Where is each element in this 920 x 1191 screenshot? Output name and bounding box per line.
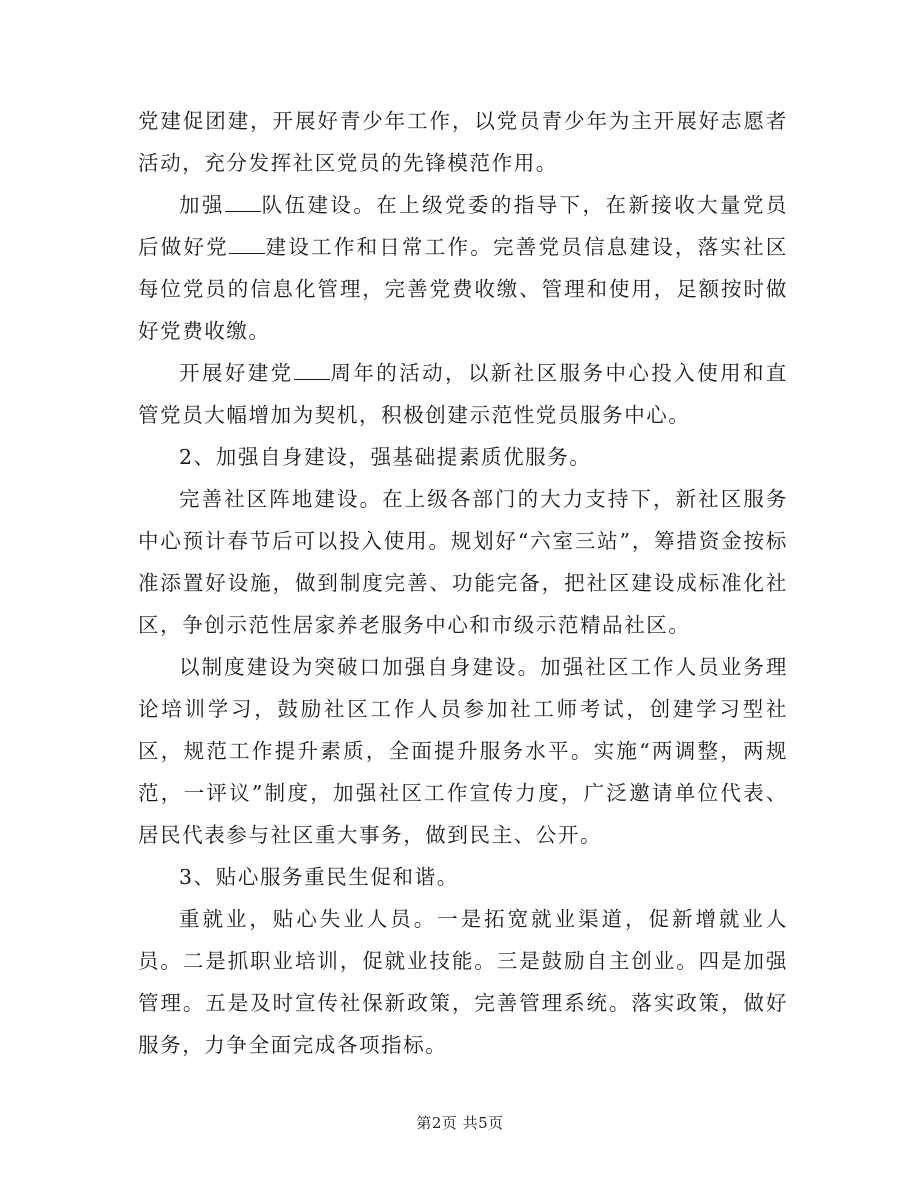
paragraph-6: 以制度建设为突破口加强自身建设。加强社区工作人员业务理论培训学习，鼓励社区工作人员参加社工师考试，创建学习型社区，规范工作提升素质，全面提升服务水平。实施“两调整，两规范，一评议”制度，加强社区工作宣传力度，广泛邀请单位代表、居民代表参与社区重大事务，做到民主、公开。 [138,655,788,847]
paragraph-8: 重就业，贴心失业人员。一是拓宽就业渠道，促新增就业人员。二是抓职业培训，促就业技能。三是鼓励自主创业。四是加强管理。五是及时宣传社保新政策，完善管理系统。落实政策，做好服务，力争全面完成各项指标。 [138,907,788,1057]
paragraph-2-part-2: 队伍建设。在上级党委的指导下，在新接收大量党员后做好党 [138,193,788,259]
section-heading-3: 3、贴心服务重民生促和谐。 [179,865,459,889]
blank-line [229,235,265,254]
paragraph-3 [138,352,788,436]
paragraph-3-part-2: 周年的活动，以新社区服务中心投入使用和直管党员大幅增加为契机，积极创建示范性党员服务中心。 [138,361,789,427]
paragraph-2-part-1: 加强 [179,193,225,217]
blank-line [294,361,330,380]
paragraph-3-part-1: 开展好建党 [179,361,294,385]
blank-line [225,193,261,212]
paragraph-2 [138,184,788,352]
section-heading-2: 2、加强自身建设，强基础提素质优服务。 [179,445,592,469]
paragraph-1: 党建促团建，开展好青少年工作，以党员青少年为主开展好志愿者活动，充分发挥社区党员的先锋模范作用。 [138,109,788,175]
page-number-footer: 第2页 共5页 [416,1114,504,1132]
paragraph-5: 完善社区阵地建设。在上级各部门的大力支持下，新社区服务中心预计春节后可以投入使用。规划好“六室三站”，筹措资金按标准添置好设施，做到制度完善、功能完备，把社区建设成标准化社区，争创示范性居家养老服务中心和市级示范精品社区。 [138,487,788,637]
paragraph-2-part-3: 建设工作和日常工作。完善党员信息建设，落实社区每位党员的信息化管理，完善党费收缴、管理和使用，足额按时做好党费收缴。 [138,235,788,343]
document-body [138,100,788,1066]
